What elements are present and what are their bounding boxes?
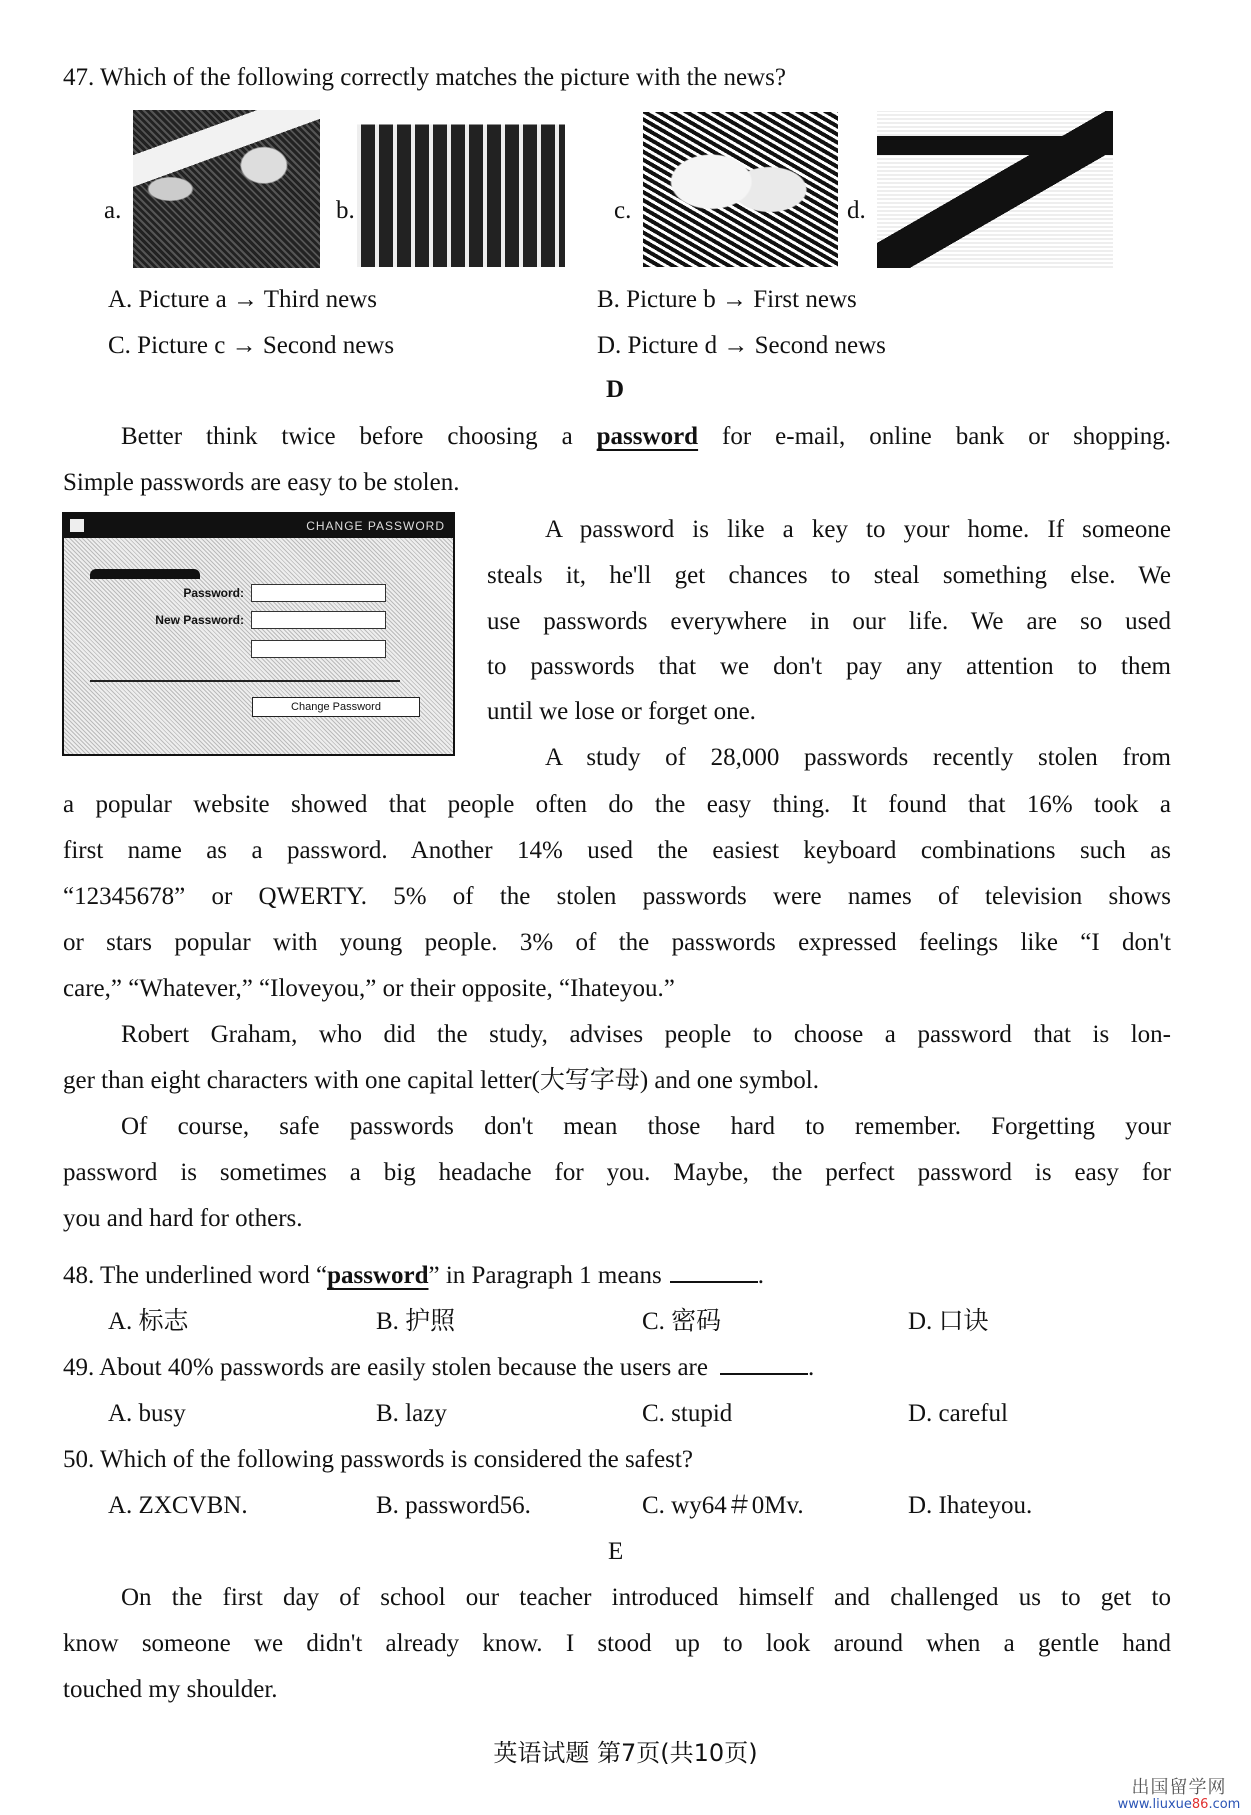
underlined-keyword: password bbox=[327, 1262, 429, 1289]
paragraph-2-line-5: until we lose or forget one. bbox=[487, 698, 756, 725]
q48-option-b[interactable]: B. 护照 bbox=[376, 1308, 456, 1335]
question-49 bbox=[63, 1345, 814, 1391]
paragraph-3-line-4: “12345678” or QWERTY. 5% of the stolen passwords were names of television shows bbox=[63, 883, 1171, 910]
section-d-header: D bbox=[606, 376, 625, 403]
paragraph-5-line-2: password is sometimes a big headache for you. Maybe, the perfect password is easy for bbox=[63, 1159, 1171, 1186]
question-48 bbox=[63, 1253, 764, 1299]
page-footer: 英语试题 第7页(共10页) bbox=[493, 1739, 758, 1767]
paragraph-2-line-1: A password is like a key to your home. If someone bbox=[545, 516, 1171, 543]
section-e-line-1: On the first day of school our teacher introduced himself and challenged us to get to bbox=[121, 1584, 1171, 1611]
q49-option-c[interactable]: C. stupid bbox=[642, 1400, 733, 1427]
paragraph-2-line-4: to passwords that we don't pay any attention to them bbox=[487, 653, 1171, 680]
watermark-logo bbox=[1117, 1778, 1241, 1812]
paragraph-5-line-1: Of course, safe passwords don't mean those hard to remember. Forgetting your bbox=[121, 1113, 1171, 1140]
question-47: 47. Which of the following correctly matches the picture with the news? bbox=[63, 64, 786, 91]
q47-option-c[interactable] bbox=[108, 323, 394, 369]
text: www.liuxue bbox=[1117, 1797, 1192, 1812]
section-e-header: E bbox=[608, 1538, 624, 1565]
picture-label-a: a. bbox=[104, 197, 122, 224]
arrow-right-icon: → bbox=[231, 332, 257, 359]
news-picture-b bbox=[357, 112, 565, 267]
q48-option-c[interactable]: C. 密码 bbox=[642, 1308, 722, 1335]
option-label: B. Picture b bbox=[597, 286, 716, 313]
section-e-line-2: know someone we didn't already know. I stood up to look around when a gentle hand bbox=[63, 1630, 1171, 1657]
dialog-separator bbox=[90, 680, 400, 682]
q49-option-d[interactable]: D. careful bbox=[908, 1400, 1008, 1427]
dialog-title-bar bbox=[64, 514, 453, 538]
question-50: 50. Which of the following passwords is considered the safest? bbox=[63, 1446, 693, 1473]
arrow-right-icon: → bbox=[723, 332, 749, 359]
paragraph-2-line-2: steals it, he'll get chances to steal something else. We bbox=[487, 562, 1171, 589]
section-e-line-3: touched my shoulder. bbox=[63, 1676, 278, 1703]
paragraph-4-line-2: ger than eight characters with one capital letter(大写字母) and one symbol. bbox=[63, 1067, 819, 1094]
q47-option-a[interactable] bbox=[108, 277, 377, 323]
change-password-button: Change Password bbox=[252, 697, 420, 717]
q50-option-c[interactable]: C. wy64＃0Mv. bbox=[642, 1492, 804, 1519]
paragraph-3-line-2: a popular website showed that people often do the easy thing. It found that 16% took a bbox=[63, 791, 1171, 818]
new-password-field bbox=[251, 611, 386, 629]
new-password-label: New Password: bbox=[155, 613, 244, 627]
answer-blank[interactable] bbox=[720, 1353, 808, 1375]
app-icon bbox=[70, 519, 84, 532]
option-answer: First news bbox=[753, 286, 857, 313]
password-label: Password: bbox=[183, 586, 244, 600]
underlined-keyword: password bbox=[596, 423, 699, 450]
watermark-url bbox=[1117, 1798, 1241, 1812]
q50-option-d[interactable]: D. Ihateyou. bbox=[908, 1492, 1033, 1519]
option-label: C. Picture c bbox=[108, 332, 226, 359]
q49-option-a[interactable]: A. busy bbox=[108, 1400, 186, 1427]
paragraph-2-line-3: use passwords everywhere in our life. We are so used bbox=[487, 608, 1171, 635]
q47-option-b[interactable] bbox=[597, 277, 857, 323]
q50-option-b[interactable]: B. password56. bbox=[376, 1492, 531, 1519]
password-field bbox=[251, 584, 386, 602]
text: 48. The underlined word “ bbox=[63, 1262, 328, 1289]
text: 86 bbox=[1191, 1797, 1209, 1812]
paragraph-3-line-6: care,” “Whatever,” “Iloveyou,” or their opposite, “Ihateyou.” bbox=[63, 975, 675, 1002]
dialog-tab bbox=[90, 569, 200, 579]
answer-blank[interactable] bbox=[670, 1261, 758, 1283]
q50-option-a[interactable]: A. ZXCVBN. bbox=[108, 1492, 248, 1519]
option-answer: Second news bbox=[262, 332, 395, 359]
option-label: A. Picture a bbox=[108, 286, 227, 313]
text: ” in Paragraph 1 means bbox=[428, 1262, 662, 1289]
confirm-password-field bbox=[251, 640, 386, 658]
paragraph-3-line-3: first name as a password. Another 14% used the easiest keyboard combinations such as bbox=[63, 837, 1171, 864]
text: 49. About 40% passwords are easily stolen because the users are bbox=[63, 1354, 708, 1381]
q49-option-b[interactable]: B. lazy bbox=[376, 1400, 447, 1427]
picture-label-d: d. bbox=[847, 197, 866, 224]
picture-label-c: c. bbox=[614, 197, 632, 224]
news-picture-a bbox=[133, 110, 320, 268]
q48-option-a[interactable]: A. 标志 bbox=[108, 1308, 189, 1335]
paragraph-1-line-2: Simple passwords are easy to be stolen. bbox=[63, 469, 460, 496]
change-password-dialog-image bbox=[62, 512, 455, 756]
arrow-right-icon: → bbox=[722, 286, 747, 313]
option-answer: Third news bbox=[263, 286, 377, 313]
text: . bbox=[807, 1354, 815, 1381]
q47-option-d[interactable] bbox=[597, 323, 886, 369]
text: .com bbox=[1208, 1797, 1241, 1812]
paragraph-1-line-1 bbox=[63, 414, 1171, 460]
paragraph-3-line-1: A study of 28,000 passwords recently stolen from bbox=[545, 744, 1171, 771]
news-picture-d bbox=[877, 111, 1113, 268]
paragraph-3-line-5: or stars popular with young people. 3% of the passwords expressed feelings like “I don't bbox=[63, 929, 1171, 956]
q48-option-d[interactable]: D. 口诀 bbox=[908, 1308, 989, 1335]
dialog-title: CHANGE PASSWORD bbox=[306, 519, 445, 533]
paragraph-4-line-1: Robert Graham, who did the study, advises people to choose a password that is lon- bbox=[121, 1021, 1171, 1048]
paragraph-5-line-3: you and hard for others. bbox=[63, 1205, 303, 1232]
news-picture-c bbox=[643, 112, 838, 267]
text: for e-mail, online bank or shopping. bbox=[698, 423, 1171, 450]
text: . bbox=[757, 1262, 764, 1289]
picture-label-b: b. bbox=[336, 197, 355, 224]
option-answer: Second news bbox=[754, 332, 886, 359]
watermark-site-name: 出国留学网 bbox=[1131, 1777, 1227, 1798]
arrow-right-icon: → bbox=[232, 286, 258, 313]
option-label: D. Picture d bbox=[597, 332, 718, 359]
text: Better think twice before choosing a bbox=[121, 423, 597, 450]
